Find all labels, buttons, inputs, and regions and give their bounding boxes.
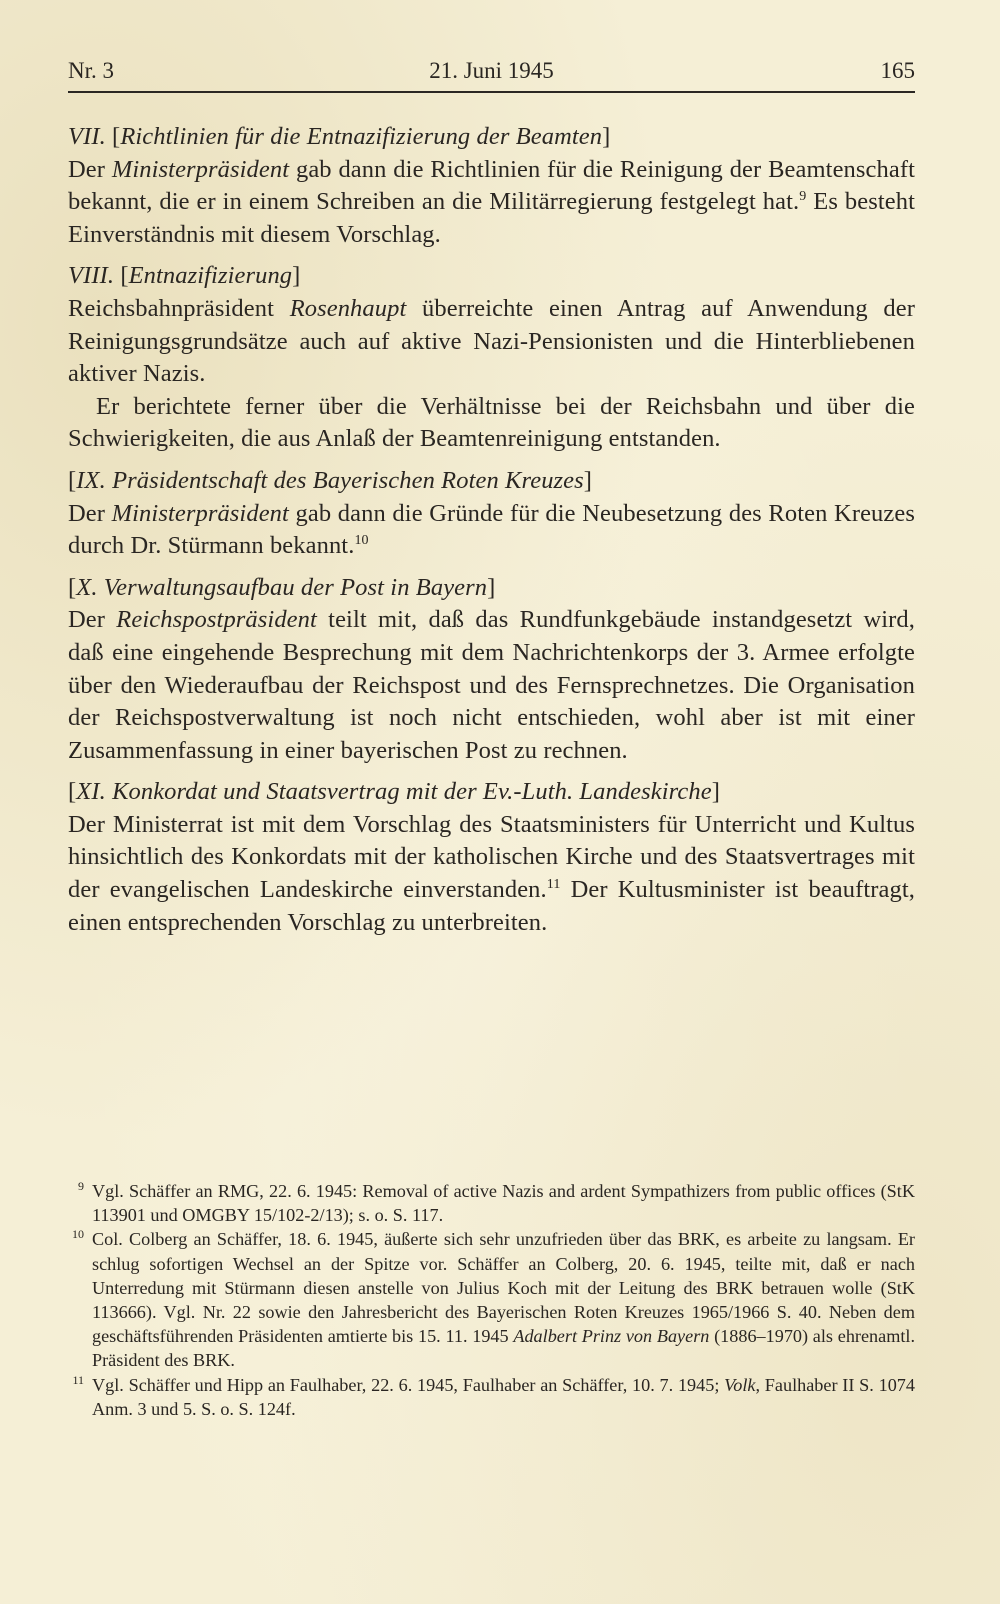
footnote-italic-name: Adalbert Prinz von Bayern — [513, 1326, 710, 1347]
section-title: Präsidentschaft des Bayerischen Roten Kreuzes — [112, 466, 584, 494]
footnote-ref[interactable]: 10 — [354, 533, 369, 549]
text-run: überreichte einen Antrag auf Anwendung der Reinigungsgrundsätze auch auf aktive Nazi-Pensionisten und die Hinterbliebenen aktiver Nazis. — [68, 294, 915, 388]
header-rule — [68, 91, 915, 93]
section-title: Verwaltungsaufbau der Post in Bayern — [103, 573, 488, 601]
section-ix — [68, 465, 915, 563]
section-heading — [68, 572, 915, 605]
person-title-italic: Ministerpräsident — [111, 499, 289, 527]
section-title: Richtlinien für die Entnazifizierung der Beamten — [120, 123, 603, 150]
bracket-close: ] — [711, 778, 720, 806]
text-run: Der Kultusminister ist beauftragt, einen entsprechenden Vorschlag zu unterbreiten. — [68, 876, 915, 936]
section-x — [68, 572, 915, 768]
document-number: Nr. 3 — [68, 58, 114, 83]
section-title: Entnazifizierung — [128, 262, 293, 290]
section-title: Konkordat und Staatsvertrag mit der Ev.-Luth. Landeskirche — [112, 778, 712, 806]
footnote-number: 11 — [72, 1372, 84, 1387]
running-head — [68, 58, 915, 88]
bracket-close: ] — [602, 123, 611, 150]
section-number: VII. — [68, 123, 106, 150]
footnote-text: Col. Colberg an Schäffer, 18. 6. 1945, äußerte sich sehr unzufrieden über das BRK, es arbeite zu langsam. Er schlug sofortigen Wechsel an der Spitze vor. Schäffer an Colberg, 20. 6. 1945, teilte mit, daß er nach Unterredung mit Stürmann diesen anstelle von Julius Koch mit der Leitung des BRK betrauen wolle (StK 113666). Vgl. Nr. 22 sowie den Jahresbericht des Bayerischen Roten Kreuzes 1965/1966 S. 40. Neben dem geschäftsführenden Präsidenten amtierte bis 15. 11. 1945 — [92, 1229, 915, 1347]
bracket-open: [ — [68, 778, 77, 806]
footnote-text: Vgl. Schäffer und Hipp an Faulhaber, 22. 6. 1945, Faulhaber an Schäffer, 10. 7. 1945; — [92, 1374, 725, 1395]
section-vii — [68, 121, 915, 251]
bracket-close: ] — [583, 466, 593, 494]
footnote-9 — [68, 1179, 915, 1227]
section-heading — [68, 776, 915, 809]
footnote-italic-name: Volk — [724, 1374, 756, 1395]
section-heading — [68, 260, 915, 293]
bracket-open: [ — [68, 573, 77, 601]
footnote-ref[interactable]: 11 — [546, 877, 561, 893]
paragraph — [68, 293, 915, 391]
main-text — [68, 121, 915, 948]
section-heading — [68, 465, 915, 498]
text-run: gab dann die Gründe für die Neubesetzung des Roten Kreuzes durch Dr. Stürmann bekannt. — [68, 499, 915, 560]
page-number: 165 — [880, 58, 915, 83]
section-number: X. — [76, 573, 98, 601]
person-title-italic: Ministerpräsident — [111, 155, 290, 183]
paragraph — [68, 498, 915, 563]
footnote-number: 9 — [78, 1179, 84, 1193]
footnotes — [68, 1179, 915, 1421]
paragraph — [68, 809, 915, 939]
footnote-text: Vgl. Schäffer an RMG, 22. 6. 1945: Removal of active Nazis and ardent Sympathizers from public offices (StK 113901 und OMGBY 15/102-2/13); s. o. S. 117. — [92, 1181, 915, 1226]
bracket-open: [ — [120, 262, 129, 290]
section-number: XI. — [76, 778, 106, 806]
footnote-10 — [68, 1227, 915, 1372]
section-xi — [68, 776, 915, 939]
footnote-11 — [68, 1373, 915, 1421]
section-number: VIII. — [68, 262, 115, 290]
bracket-open: [ — [68, 466, 77, 494]
person-title-italic: Reichspostpräsident — [116, 606, 317, 634]
bracket-open: [ — [112, 123, 121, 150]
text-run: Reichsbahnpräsident — [68, 294, 290, 322]
paragraph — [68, 154, 915, 252]
text-run: Der — [68, 606, 117, 634]
bracket-close: ] — [292, 262, 301, 290]
footnote-ref[interactable]: 9 — [799, 189, 807, 205]
footnote-text: (1886–1970) als ehrenamtl. Präsident des BRK. — [92, 1326, 916, 1371]
running-head-date: 21. Juni 1945 — [429, 58, 554, 83]
section-viii — [68, 260, 915, 456]
paragraph — [68, 604, 915, 767]
text-run: Es besteht Einverständnis mit diesem Vorschlag. — [68, 188, 916, 248]
text-run: Der — [68, 499, 112, 527]
footnote-number: 10 — [72, 1227, 84, 1242]
text-run: teilt mit, daß das Rundfunkgebäude instandgesetzt wird, daß eine eingehende Besprechung mit dem Nachrichtenkorps der 3. Armee erfolgte über den Wiederaufbau der Reichspost und des Fernsprechnetzes. Die Organisation der Reichspostverwaltung ist noch nicht entschieden, wohl aber ist mit einer Zusammenfassung in einer bayerischen Post zu rechnen. — [68, 606, 915, 764]
text-run: Der Ministerrat ist mit dem Vorschlag des Staatsministers für Unterricht und Kultus hinsichtlich des Konkordats mit der katholischen Kirche und des Staatsvertrages mit der evangelischen Landeskirche einverstanden. — [68, 810, 915, 904]
section-number: IX. — [76, 466, 106, 494]
text-run: gab dann die Richtlinien für die Reinigung der Beamtenschaft bekannt, die er in einem Schreiben an die Militärregierung festgelegt hat. — [68, 155, 915, 216]
section-heading — [68, 121, 915, 154]
text-run: Der — [68, 155, 112, 183]
paragraph: Er berichtete ferner über die Verhältnisse bei der Reichsbahn und über die Schwierigkeiten, die aus Anlaß der Beamtenreinigung entstanden. — [68, 392, 915, 453]
bracket-close: ] — [487, 573, 496, 601]
footnote-text: , Faulhaber II S. 1074 Anm. 3 und 5. S. o. S. 124f. — [92, 1374, 915, 1419]
person-name-italic: Rosenhaupt — [289, 294, 407, 322]
